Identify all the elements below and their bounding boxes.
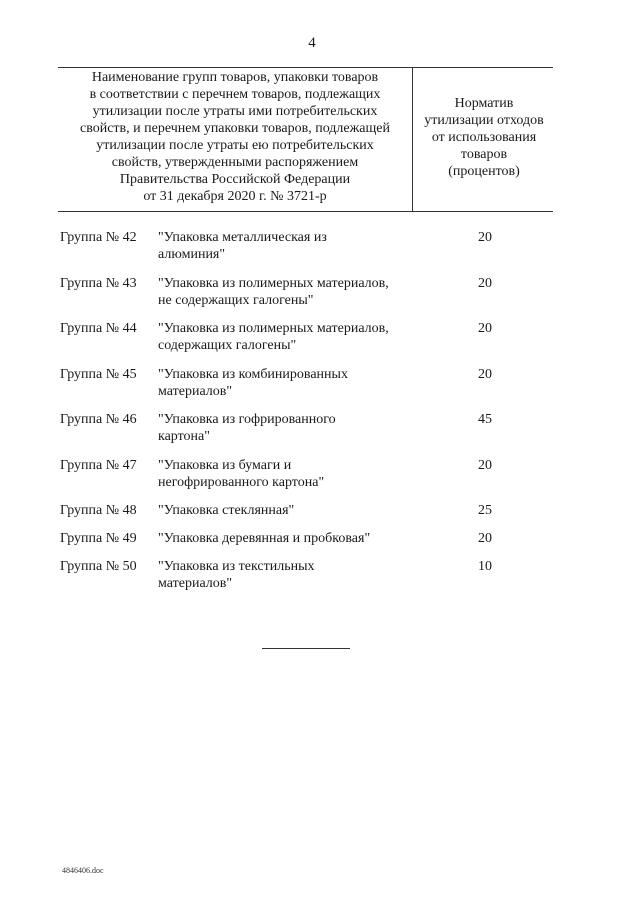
norm-value: 20 xyxy=(478,230,492,245)
group-name: "Упаковка из текстильных материалов" xyxy=(158,559,315,591)
norm-value: 20 xyxy=(478,367,492,382)
group-number: Группа № 44 xyxy=(60,321,137,336)
norm-value: 20 xyxy=(478,276,492,291)
header-norm-column: Норматив утилизации отходов от использования товаров (процентов) xyxy=(424,96,544,179)
header-top-rule xyxy=(58,67,553,68)
group-number: Группа № 43 xyxy=(60,276,137,291)
group-number: Группа № 42 xyxy=(60,230,137,245)
group-name: "Упаковка из полимерных материалов, не содержащих галогены" xyxy=(158,276,389,308)
norm-value: 45 xyxy=(478,412,492,427)
group-name: "Упаковка металлическая из алюминия" xyxy=(158,230,327,262)
header-group-name-column: Наименование групп товаров, упаковки товаров в соответствии с перечнем товаров, подлежащих утилизации после утраты ими потребительских свойств, и перечнем упаковки товаров, подлежащей утилизации после утраты ею потребительских свойств, утвержденными распоряжением Правительства Российской Федерации от 31 декабря 2020 г. № 3721-р xyxy=(79,70,390,204)
group-number: Группа № 48 xyxy=(60,503,137,518)
group-name: "Упаковка деревянная и пробковая" xyxy=(158,531,371,546)
norm-value: 20 xyxy=(478,458,492,473)
end-of-table-rule xyxy=(262,648,350,649)
group-number: Группа № 50 xyxy=(60,559,137,574)
group-number: Группа № 46 xyxy=(60,412,137,427)
group-name: "Упаковка стеклянная" xyxy=(158,503,295,518)
header-column-divider xyxy=(412,67,413,211)
norm-value: 25 xyxy=(478,503,492,518)
document-id: 4846406.doc xyxy=(62,866,104,875)
norm-value: 10 xyxy=(478,559,492,574)
page-number: 4 xyxy=(308,35,316,51)
norm-value: 20 xyxy=(478,531,492,546)
group-number: Группа № 47 xyxy=(60,458,137,473)
norm-value: 20 xyxy=(478,321,492,336)
group-number: Группа № 45 xyxy=(60,367,137,382)
group-number: Группа № 49 xyxy=(60,531,137,546)
group-name: "Упаковка из бумаги и негофрированного картона" xyxy=(158,458,325,490)
group-name: "Упаковка из гофрированного картона" xyxy=(158,412,336,444)
header-bottom-rule xyxy=(58,211,553,212)
group-name: "Упаковка из комбинированных материалов" xyxy=(158,367,348,399)
group-name: "Упаковка из полимерных материалов, содержащих галогены" xyxy=(158,321,389,353)
